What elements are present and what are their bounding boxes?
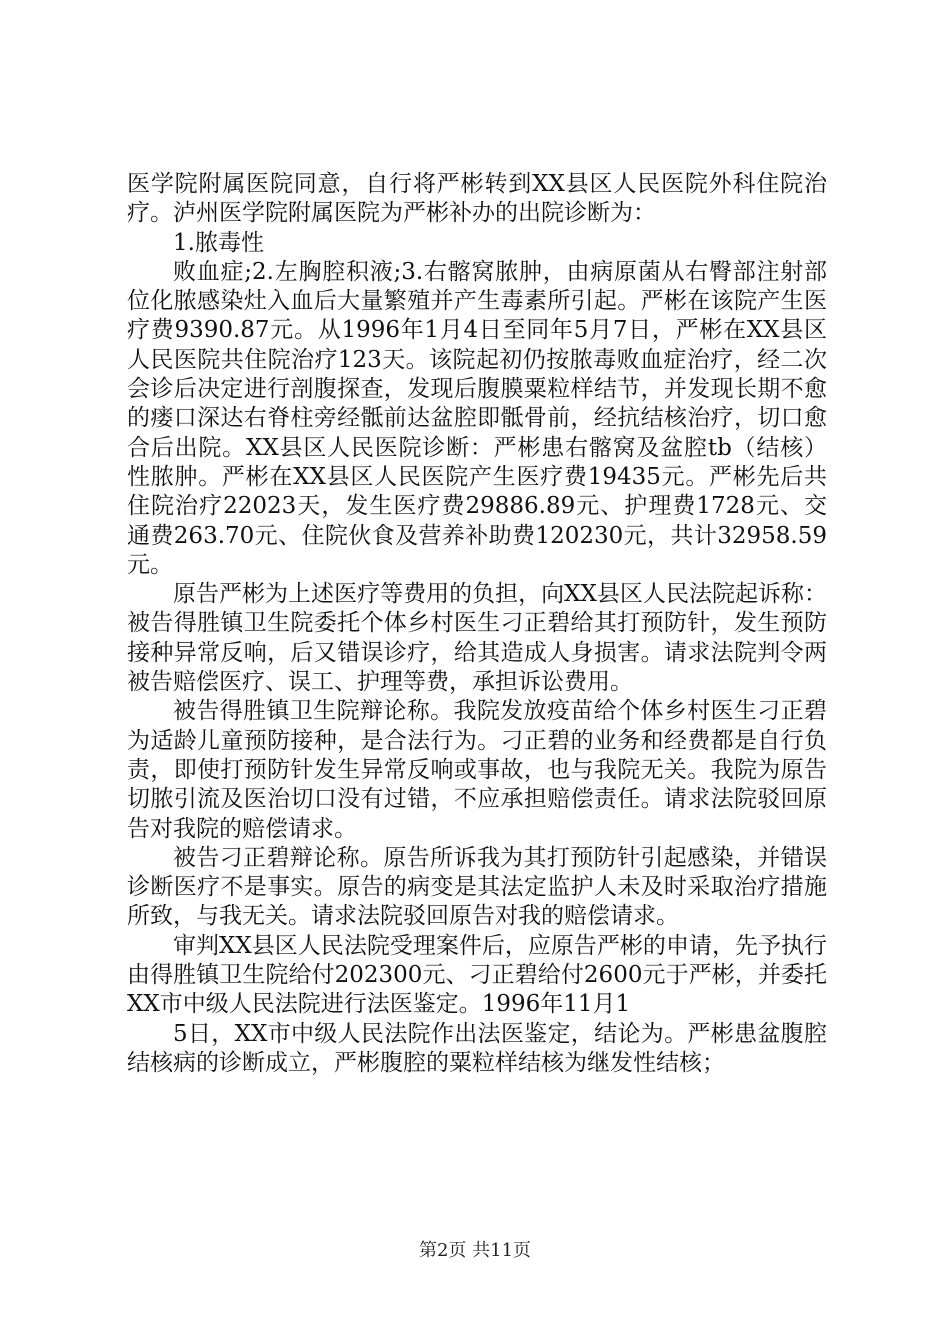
paragraph-2: 1.脓毒性	[173, 229, 264, 256]
paragraph-7: 审判XX县区人民法院受理案件后，应原告严彬的申请，先予执行由得胜镇卫生院给付202300元、刁正碧给付2600元于严彬，并委托XX市中级人民法院进行法医鉴定。1996年11月1	[127, 932, 827, 1018]
paragraph-1: 医学院附属医院同意，自行将严彬转到XX县区人民医院外科住院治疗。泸州医学院附属医院为严彬补办的出院诊断为：	[127, 171, 827, 227]
paragraph-6: 被告刁正碧辩论称。原告所诉我为其打预防针引起感染，并错误诊断医疗不是事实。原告的病变是其法定监护人未及时采取治疗措施所致，与我无关。请求法院驳回原告对我的赔偿请求。	[127, 844, 827, 930]
paragraph-4: 原告严彬为上述医疗等费用的负担，向XX县区人民法院起诉称：被告得胜镇卫生院委托个体乡村医生刁正碧给其打预防针，发生预防接种异常反响，后又错误诊疗，给其造成人身损害。请求法院判令两被告赔偿医疗、误工、护理等费，承担诉讼费用。	[127, 581, 827, 696]
paragraph-8: 5日，XX市中级人民法院作出法医鉴定，结论为。严彬患盆腹腔结核病的诊断成立，严彬腹腔的粟粒样结核为继发性结核；	[127, 1020, 827, 1076]
page-footer: 第2页 共11页	[418, 1240, 532, 1261]
paragraph-5: 被告得胜镇卫生院辩论称。我院发放疫苗给个体乡村医生刁正碧为适龄儿童预防接种，是合法行为。刁正碧的业务和经费都是自行负责，即使打预防针发生异常反响或事故，也与我院无关。我院为原告切脓引流及医治切口没有过错，不应承担赔偿责任。请求法院驳回原告对我院的赔偿请求。	[127, 698, 827, 842]
document-body	[127, 170, 827, 1078]
paragraph-3: 败血症;2.左胸腔积液;3.右髂窝脓肿，由病原菌从右臀部注射部位化脓感染灶入血后大量繁殖并产生毒素所引起。严彬在该院产生医疗费9390.87元。从1996年1月4日至同年5月7日，严彬在XX县区人民医院共住院治疗123天。该院起初仍按脓毒败血症治疗，经二次会诊后决定进行剖腹探查，发现后腹膜粟粒样结节，并发现长期不愈的瘘口深达右脊柱旁经骶前达盆腔即骶骨前，经抗结核治疗，切口愈合后出院。XX县区人民医院诊断：严彬患右髂窝及盆腔tb（结核）性脓肿。严彬在XX县区人民医院产生医疗费19435元。严彬先后共住院治疗22023天，发生医疗费29886.89元、护理费1728元、交通费263.70元、住院伙食及营养补助费120230元，共计32958.59元。	[127, 258, 827, 578]
